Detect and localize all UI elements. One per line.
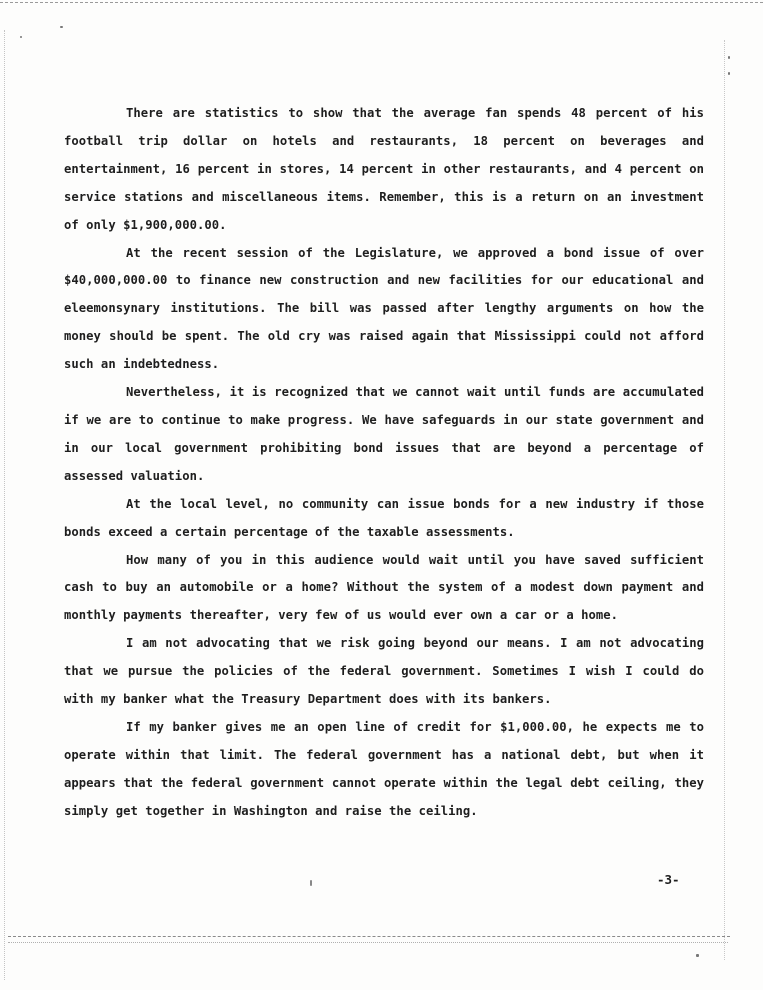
- scan-edge-left: [4, 30, 5, 980]
- paragraph: At the recent session of the Legislature, we approved a bond issue of over $40,000,000.00 to finance new construction and new facilities for our educational and eleemonsynary institutions. The bill was passed after lengthy arguments on how the money should be spent. The old cry was raised again that Mississippi could not afford such an indebtedness.: [64, 245, 704, 372]
- paragraph: Nevertheless, it is recognized that we cannot wait until funds are accumulated if we are to continue to make progress. We have safeguards in our state government and in our local government prohibiting bond issues that are beyond a percentage of assessed valuation.: [64, 385, 704, 483]
- scan-speck: [728, 72, 730, 75]
- paragraph: At the local level, no community can issue bonds for a new industry if those bonds exceed a certain percentage of the taxable assessments.: [64, 496, 704, 539]
- scan-speck: [728, 56, 730, 59]
- scan-speck: [20, 36, 22, 38]
- scan-speck: [60, 26, 63, 28]
- paragraph: There are statistics to show that the average fan spends 48 percent of his football trip dollar on hotels and restaurants, 18 percent on beverages and entertainment, 16 percent in stores, 14 percent in other restaurants, and 4 percent on service stations and miscellaneous items. Remember, this is a return on an investment of only $1,900,000.00.: [64, 106, 704, 232]
- page-number: -3-: [657, 872, 680, 887]
- scan-edge-top: [0, 2, 763, 3]
- paragraph: If my banker gives me an open line of credit for $1,000.00, he expects me to operate within that limit. The federal government has a national debt, but when it appears that the federal government cannot operate within the legal debt ceiling, they simply get together in Washington and raise the ceiling.: [64, 719, 704, 818]
- paragraph: I am not advocating that we risk going beyond our means. I am not advocating that we pursue the policies of the federal government. Sometimes I wish I could do with my banker what the Treasury Department does with its bankers.: [64, 636, 704, 707]
- scan-edge-bottom: [8, 936, 730, 937]
- body-text: [64, 100, 704, 826]
- paragraph: How many of you in this audience would wait until you have saved sufficient cash to buy an automobile or a home? Without the system of a modest down payment and monthly payments thereafter, very few of us would ever own a car or a home.: [64, 552, 704, 623]
- scan-edge-right: [724, 40, 725, 960]
- scan-edge-bottom-dotted: [8, 942, 728, 943]
- scan-speck: [310, 880, 312, 886]
- scan-speck: [696, 954, 699, 957]
